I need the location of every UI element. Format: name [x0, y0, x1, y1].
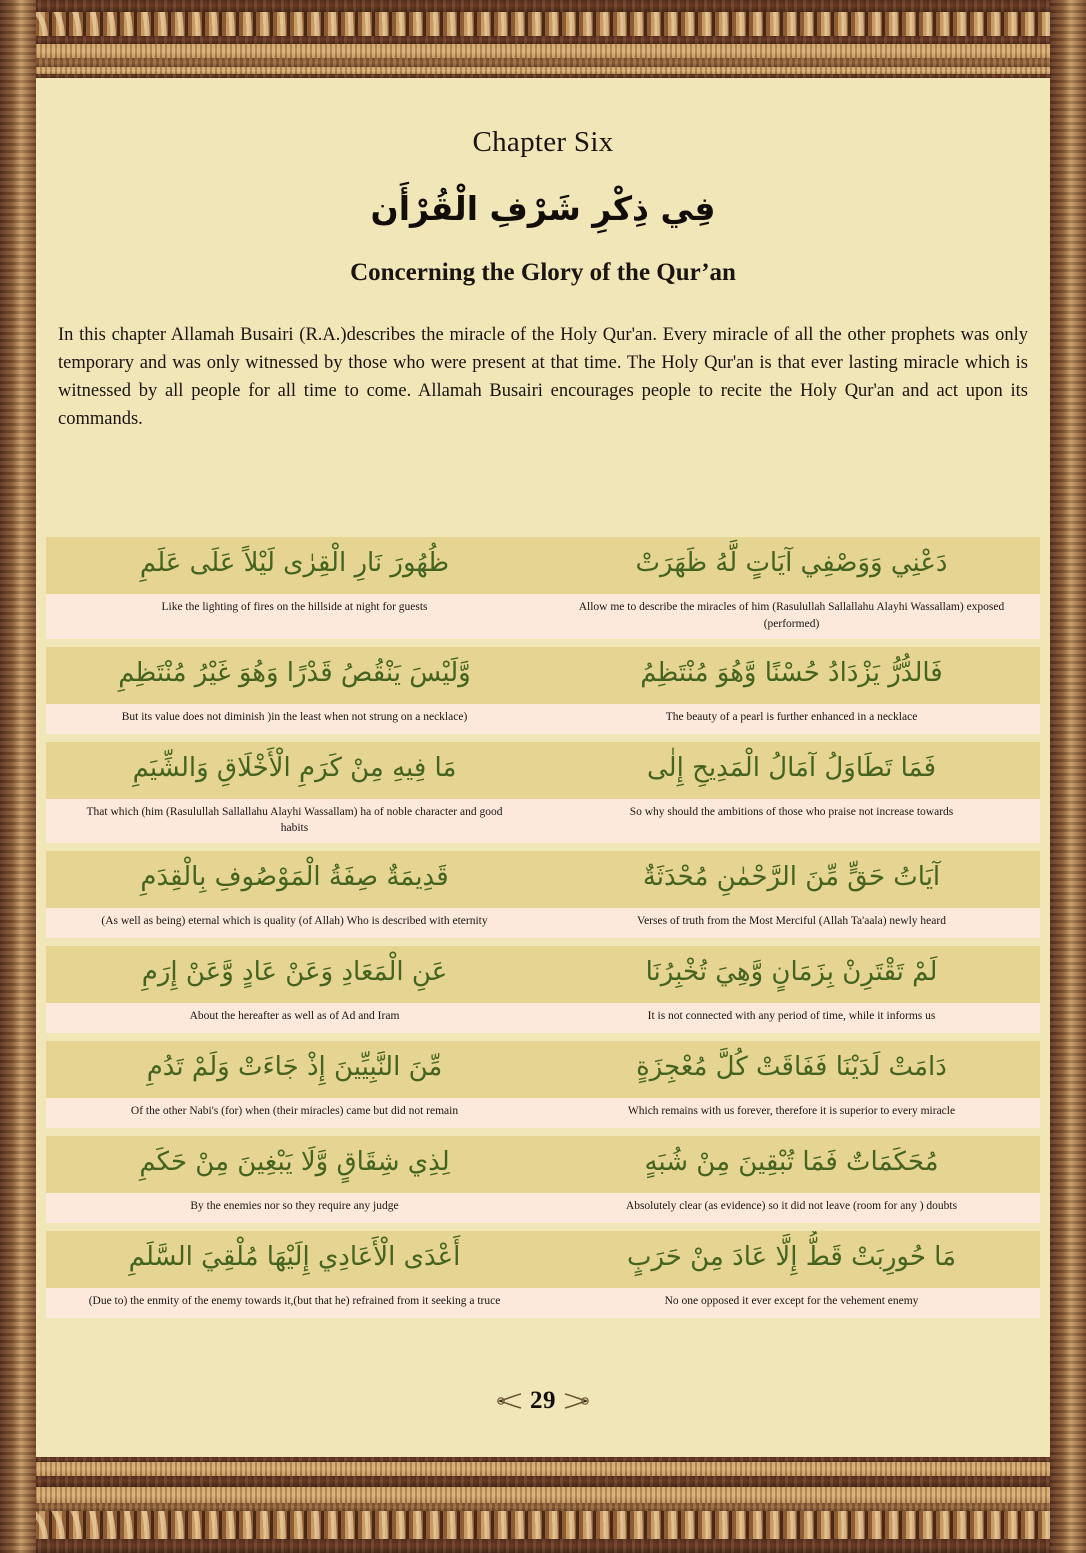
verse-row — [46, 647, 1040, 734]
translation-left: Like the lighting of fires on the hillside at night for guests — [161, 601, 428, 614]
arabic-verse-left: عَنِ الْمَعَادِ وَعَنْ عَادٍ وَّعَنْ إِرَمِ — [141, 956, 448, 987]
ornament-right-icon — [563, 1392, 589, 1410]
page-number: 29 — [530, 1387, 556, 1414]
verse-row — [46, 1136, 1040, 1223]
left-border-frame — [0, 0, 36, 1553]
ornament-left-icon — [497, 1392, 523, 1410]
arabic-band — [46, 742, 1040, 799]
arabic-band — [46, 1231, 1040, 1288]
arabic-band — [46, 946, 1040, 1003]
right-border-frame — [1050, 0, 1086, 1553]
page-footer — [36, 1387, 1050, 1415]
translation-band — [46, 1098, 1040, 1128]
translation-band — [46, 799, 1040, 843]
verse-row — [46, 1041, 1040, 1128]
translation-right: Absolutely clear (as evidence) so it did not leave (room for any ) doubts — [625, 1199, 958, 1212]
verse-row — [46, 851, 1040, 938]
border-wood-strip — [0, 58, 1086, 67]
translation-band — [46, 594, 1040, 638]
arabic-verse-right: دَامَتْ لَدَيْنَا فَفَاقَتْ كُلَّ مُعْجِزَةٍ — [636, 1051, 947, 1082]
english-chapter-title: Concerning the Glory of the Qur’an — [350, 258, 736, 286]
arabic-verse-left: قَدِيمَةٌ صِفَةُ الْمَوْصُوفِ بِالْقِدَمِ — [140, 861, 449, 892]
translation-right: No one opposed it ever except for the vehement enemy — [664, 1294, 919, 1307]
arabic-verse-right: دَعْنِي وَوَصْفِي آيَاتٍ لَّهُ ظَهَرَتْ — [635, 548, 948, 579]
bottom-border-frame — [0, 1457, 1086, 1553]
translation-band — [46, 704, 1040, 734]
border-wood-strip — [0, 1476, 1086, 1487]
arabic-verse-right: مُحَكَمَاتٌ فَمَا تُبْقِينَ مِنْ شُبَهٍ — [644, 1146, 939, 1177]
arabic-verse-right: فَالدُّرُّ يَزْدَادُ حُسْنًا وَّهُوَ مُنْتَظِمُ — [640, 657, 943, 688]
translation-right: Allow me to describe the miracles of him (Rasulullah Sallallahu Alayhi Wassallam) exposed (performed) — [578, 601, 1005, 630]
arabic-verse-left: أَعْدَى الْأَعَادِي إِلَيْهَا مُلْقِيَ السَّلَمِ — [128, 1241, 461, 1272]
verse-row — [46, 537, 1040, 638]
arabic-verse-left: مَا فِيهِ مِنْ كَرَمِ الْأَخْلَاقِ وَالشِّيَمِ — [132, 752, 457, 783]
border-wood-strip — [0, 1487, 1086, 1503]
arabic-verse-right: فَمَا تَطَاوَلُ آمَالُ الْمَدِيحِ إِلٰى — [647, 752, 936, 783]
chapter-label: Chapter Six — [472, 126, 614, 158]
arabic-band — [46, 1136, 1040, 1193]
arabic-band — [46, 537, 1040, 594]
translation-left: (As well as being) eternal which is quality (of Allah) Who is described with eternity — [101, 914, 488, 927]
border-wood-strip — [0, 67, 1086, 74]
translation-left: About the hereafter as well as of Ad and Iram — [189, 1009, 400, 1022]
translation-right: It is not connected with any period of time, while it informs us — [647, 1009, 936, 1022]
arabic-verse-right: آيَاتُ حَقٍّ مِّنَ الرَّحْمٰنِ مُحْدَثَةٌ — [642, 861, 941, 892]
translation-left: By the enemies nor so they require any judge — [190, 1199, 399, 1212]
border-arcade-molding — [0, 1511, 1086, 1539]
translation-right: Verses of truth from the Most Merciful (Allah Ta'aala) newly heard — [637, 914, 946, 927]
border-wood-strip — [0, 0, 1086, 12]
verse-row — [46, 742, 1040, 843]
top-border-frame — [0, 0, 1086, 78]
verse-table — [46, 537, 1040, 1326]
translation-right: The beauty of a pearl is further enhanced in a necklace — [665, 710, 918, 723]
page-content — [36, 78, 1050, 1457]
border-wood-strip — [0, 1539, 1086, 1553]
arabic-verse-left: مِّنَ النَّبِيِّينَ إِذْ جَاءَتْ وَلَمْ تَدُمِ — [146, 1051, 443, 1082]
translation-band — [46, 908, 1040, 938]
border-arcade-molding — [0, 12, 1086, 36]
border-wood-strip — [0, 1462, 1086, 1476]
translation-left: That which (him (Rasulullah Sallallahu Alayhi Wassallam) ha of noble character and good habits — [86, 805, 503, 835]
translation-band — [46, 1193, 1040, 1223]
translation-band — [46, 1288, 1040, 1318]
translation-left: Of the other Nabi's (for) when (their miracles) came but did not remain — [130, 1104, 459, 1117]
arabic-verse-right: لَمْ تَقْتَرِنْ بِزَمَانٍ وَّهِيَ تُخْبِرُنَا — [645, 956, 938, 987]
border-wood-strip — [0, 36, 1086, 44]
arabic-verse-left: لِذِي شِقَاقٍ وَّلَا يَبْغِينَ مِنْ حَكَمِ — [139, 1146, 450, 1177]
translation-right: Which remains with us forever, therefore it is superior to every miracle — [627, 1104, 956, 1117]
intro-paragraph: In this chapter Allamah Busairi (R.A.)describes the miracle of the Holy Qur'an. Every miracle of all the other prophets was only temporary and was only witnessed by those who were present at that time. The Holy Qur'an is that ever lasting miracle which is witnessed by all people for all time to come. Allamah Busairi encourages people to recite the Holy Qur'an and act upon its commands. — [58, 324, 1028, 430]
verse-row — [46, 1231, 1040, 1318]
arabic-band — [46, 647, 1040, 704]
arabic-chapter-title: فِي ذِكْرِ شَرْفِ الْقُرْأَن — [370, 189, 716, 228]
verse-row — [46, 946, 1040, 1033]
arabic-verse-left: وَّلَيْسَ يَنْقُصُ قَدْرًا وَهُوَ غَيْرُ مُنْتَظِمِ — [118, 657, 471, 688]
translation-left: (Due to) the enmity of the enemy towards it,(but that he) refrained from it seeking a truce — [88, 1294, 501, 1307]
border-wood-strip — [0, 44, 1086, 58]
translation-right: So why should the ambitions of those who praise not increase towards — [629, 805, 954, 818]
translation-band — [46, 1003, 1040, 1033]
arabic-band — [46, 851, 1040, 908]
arabic-band — [46, 1041, 1040, 1098]
translation-left: But its value does not diminish )in the least when not strung on a necklace) — [121, 710, 468, 723]
border-wood-strip — [0, 1503, 1086, 1511]
arabic-verse-left: ظُهُورَ نَارِ الْقِرٰى لَيْلاً عَلَى عَلَمِ — [139, 548, 450, 579]
arabic-verse-right: مَا حُورِبَتْ قَطُّ إِلَّا عَادَ مِنْ حَرَبٍ — [626, 1241, 957, 1272]
